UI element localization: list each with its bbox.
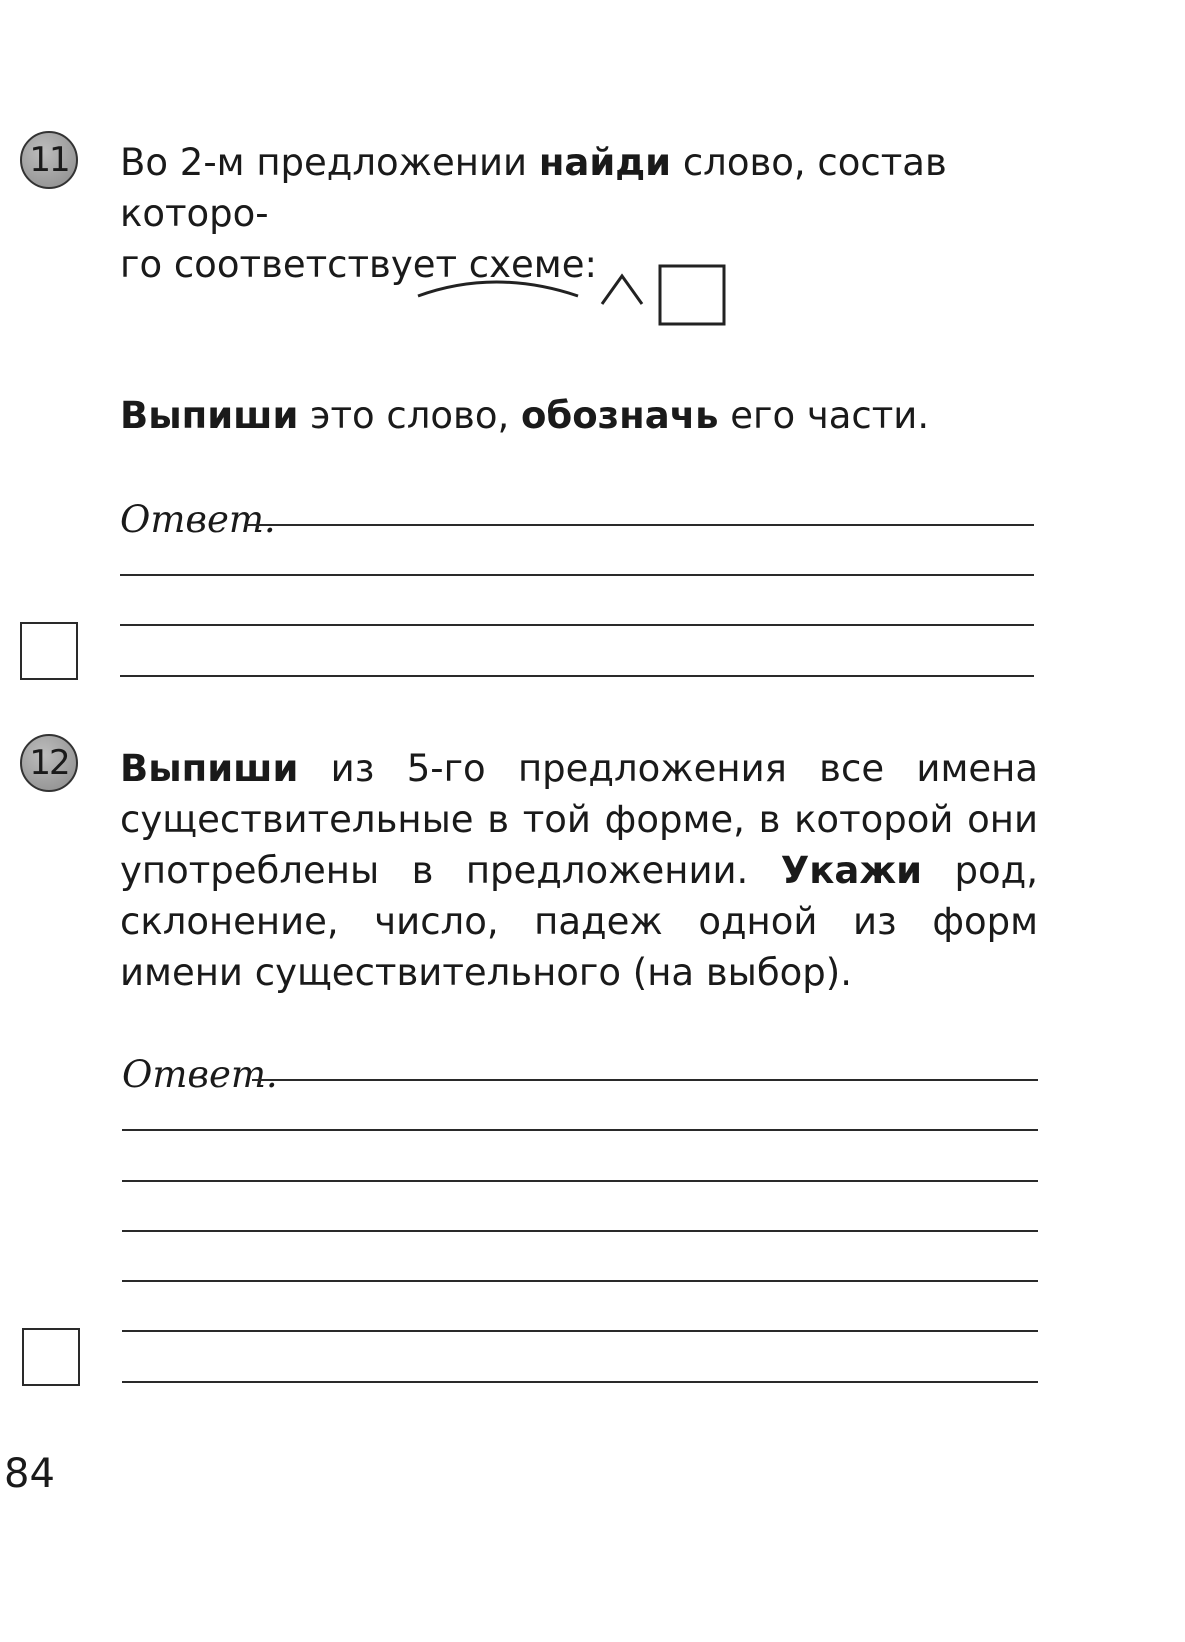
- task-11-answer-label: Ответ.: [120, 498, 276, 541]
- task-11-instr-text-b: его части.: [718, 394, 930, 437]
- word-structure-scheme: [410, 258, 740, 338]
- ending-box-icon: [660, 266, 724, 324]
- task-11-score-box[interactable]: [20, 622, 78, 680]
- task-12-text-b: род, склонение, число, падеж одной из форм имени существительного (на выбор).: [120, 849, 1038, 994]
- task-12-prompt: [120, 743, 1038, 998]
- task-12-answer-line-1[interactable]: [252, 1079, 1038, 1081]
- task-11-keyword-mark: обозначь: [521, 394, 719, 437]
- task-11-answer-line-3[interactable]: [120, 624, 1034, 626]
- task-12-answer-line-2[interactable]: [122, 1129, 1038, 1131]
- suffix-caret-icon: [602, 276, 642, 304]
- task-12-number: 12: [29, 743, 69, 783]
- task-12-keyword-indicate: Укажи: [780, 849, 923, 892]
- task-11-keyword-find: найди: [538, 141, 672, 184]
- task-11-instruction: [120, 390, 1038, 441]
- task-11-number-badge: [20, 131, 78, 189]
- task-12-answer-line-5[interactable]: [122, 1280, 1038, 1282]
- task-11-keyword-write: Выпиши: [120, 394, 299, 437]
- task-12-score-box[interactable]: [22, 1328, 80, 1386]
- task-11-answer-line-2[interactable]: [120, 574, 1034, 576]
- task-12-answer-label: Ответ.: [122, 1053, 278, 1096]
- task-12-number-badge: [20, 734, 78, 792]
- task-12-answer-line-4[interactable]: [122, 1230, 1038, 1232]
- task-12-answer-line-7[interactable]: [122, 1381, 1038, 1383]
- task-11-instr-text-a: это слово,: [298, 394, 521, 437]
- task-11-answer-line-4[interactable]: [120, 675, 1034, 677]
- task-12-text-a: из 5-го предложения все имена существительные в той форме, в которой они употреблены в предложении.: [120, 747, 1038, 892]
- task-11-text-b: слово, состав которо-: [120, 141, 947, 235]
- task-11-text-c: го соответствует схеме:: [120, 243, 597, 286]
- page-number: 84: [4, 1451, 55, 1497]
- task-11-answer-line-1[interactable]: [246, 524, 1034, 526]
- task-12-answer-line-6[interactable]: [122, 1330, 1038, 1332]
- root-arc-icon: [418, 282, 578, 296]
- task-12-keyword-write: Выпиши: [120, 747, 299, 790]
- task-11-text-a: Во 2-м предложении: [120, 141, 539, 184]
- task-11-number: 11: [29, 140, 69, 180]
- task-12-answer-line-3[interactable]: [122, 1180, 1038, 1182]
